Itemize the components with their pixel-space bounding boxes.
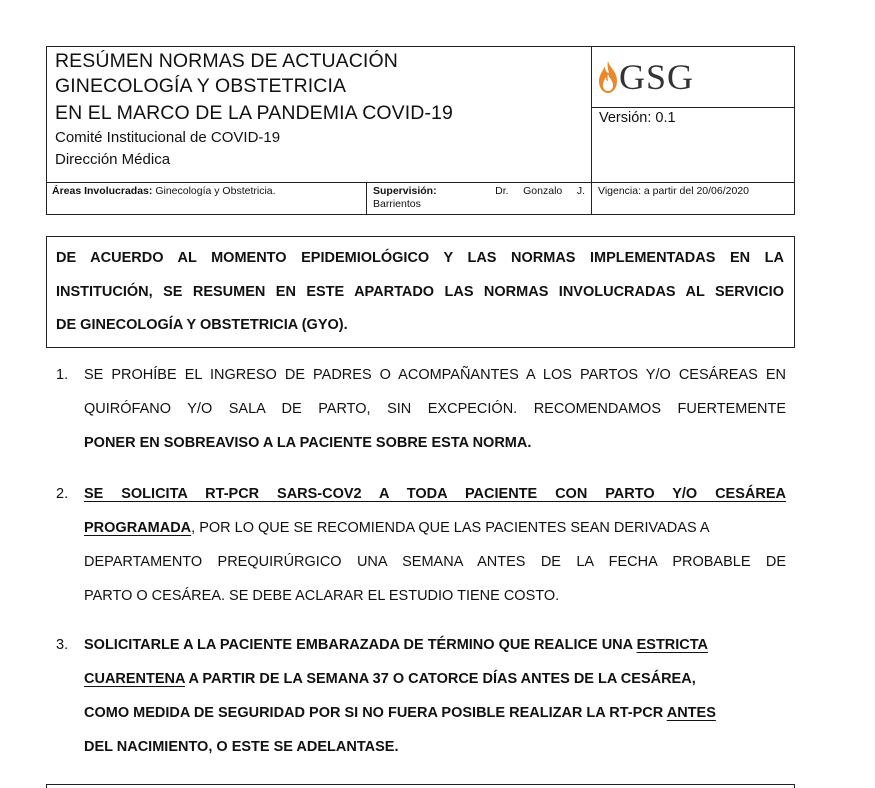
item-phrase: , POR LO QUE SE RECOMIENDA QUE LAS PACIENTES SEAN DERIVADAS A: [191, 520, 710, 536]
intro-line-3: DE GINECOLOGÍA Y OBSTETRICIA (GYO).: [56, 317, 348, 333]
header-title-line-2: GINECOLOGÍA Y OBSTETRICIA: [55, 75, 347, 97]
item-line: [84, 628, 786, 662]
gsg-logo: [597, 55, 694, 99]
item-line: DEPARTAMENTO PREQUIRÚRGICO UNA SEMANA ANTES DE LA FECHA PROBABLE DE: [84, 554, 786, 570]
item-number: 2.: [56, 486, 69, 502]
item-line: SE PROHÍBE EL INGRESO DE PADRES O ACOMPAÑANTES A LOS PARTOS Y/O CESÁREAS EN: [84, 367, 786, 383]
header-title-line-1: RESÚMEN NORMAS DE ACTUACIÓN: [55, 50, 398, 72]
item-line: QUIRÓFANO Y/O SALA DE PARTO, SIN EXCPECIÓN. RECOMENDAMOS FUERTEMENTE: [84, 401, 786, 417]
header-divider-logo: [592, 107, 795, 108]
next-box-left-border: [46, 784, 47, 788]
header-committee: Comité Institucional de COVID-19: [55, 129, 281, 146]
intro-box: [46, 236, 795, 348]
item-phrase-underline: CUARENTENA: [84, 671, 185, 687]
supervision: [373, 185, 585, 211]
next-box-right-border: [794, 784, 795, 788]
header-title-line-3: EN EL MARCO DE LA PANDEMIA COVID-19: [55, 102, 453, 124]
areas-value: Ginecología y Obstetricia.: [155, 185, 276, 197]
item-phrase: COMO MEDIDA DE SEGURIDAD POR SI NO FUERA POSIBLE REALIZAR LA RT-PCR: [84, 705, 667, 721]
supervision-name-line-2: Barrientos: [373, 198, 421, 210]
item-line: [84, 511, 786, 545]
item-phrase-underline: PROGRAMADA: [84, 520, 192, 536]
item-phrase: SOLICITARLE A LA PACIENTE EMBARAZADA DE TÉRMINO QUE REALICE UNA: [84, 637, 637, 653]
item-line-bold-underline: SE SOLICITA RT-PCR SARS-COV2 A TODA PACIENTE CON PARTO Y/O CESÁREA: [84, 486, 786, 502]
item-line-bold: PONER EN SOBREAVISO A LA PACIENTE SOBRE ESTA NORMA.: [84, 435, 532, 451]
areas-label: Áreas Involucradas:: [52, 185, 153, 197]
supervision-name-line-1: Dr. Gonzalo J.: [495, 185, 585, 197]
item-line: [84, 662, 786, 696]
intro-line-1: DE ACUERDO AL MOMENTO EPIDEMIOLÓGICO Y LAS NORMAS IMPLEMENTADAS EN LA: [56, 250, 784, 266]
header-divider-supervision: [366, 183, 367, 215]
item-phrase-underline: ESTRICTA: [636, 637, 709, 653]
next-box-top-border: [46, 784, 795, 785]
item-phrase-underline: ANTES: [666, 705, 716, 721]
document-header: [46, 46, 795, 215]
item-number: 3.: [56, 637, 69, 653]
header-divider-horizontal: [47, 182, 794, 183]
logo-text: GSG: [619, 57, 695, 97]
header-direction: Dirección Médica: [55, 151, 171, 168]
document-version: Versión: 0.1: [599, 110, 676, 126]
intro-line-2: INSTITUCIÓN, SE RESUMEN EN ESTE APARTADO LAS NORMAS INVOLUCRADAS AL SERVICIO: [56, 283, 784, 300]
header-divider-vertical: [591, 47, 592, 215]
item-number: 1.: [56, 367, 69, 383]
item-line: DEL NACIMIENTO, O ESTE SE ADELANTASE.: [84, 739, 399, 755]
item-line: PARTO O CESÁREA. SE DEBE ACLARAR EL ESTUDIO TIENE COSTO.: [84, 588, 560, 604]
item-line: [84, 696, 786, 730]
areas-involved: [52, 185, 276, 198]
validity-date: Vigencia: a partir del 20/06/2020: [598, 185, 749, 197]
item-phrase: A PARTIR DE LA SEMANA 37 O CATORCE DÍAS ANTES DE LA CESÁREA,: [184, 671, 696, 687]
supervision-label: Supervisión:: [373, 185, 437, 197]
flame-icon: [597, 60, 619, 94]
